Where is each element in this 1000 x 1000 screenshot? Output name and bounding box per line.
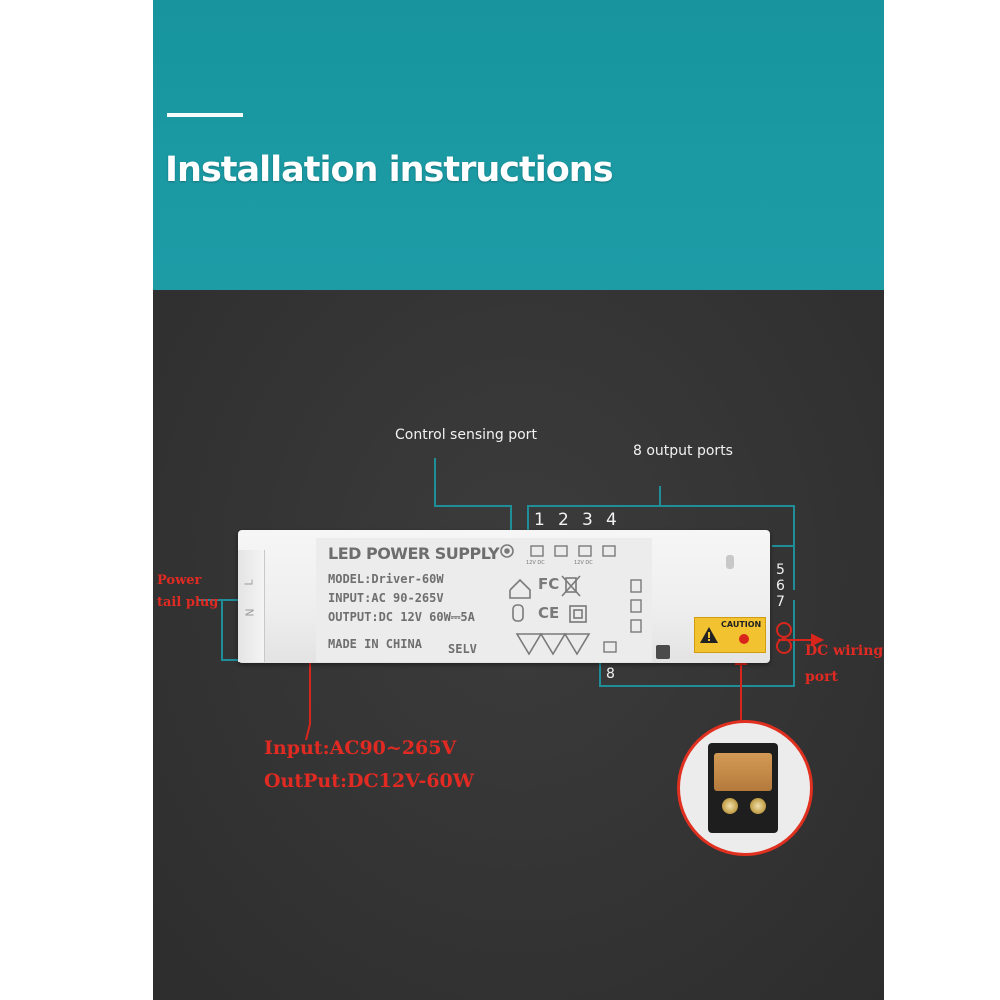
port-number-6: 6	[776, 578, 785, 594]
ce-mark: CE	[538, 604, 560, 622]
power-plug-label-line2: tail plug	[157, 595, 219, 610]
device-output: OUTPUT:DC 12V 60W⎓5A	[328, 610, 475, 624]
port-tag-1: 12V DC	[526, 560, 545, 566]
device-model: MODEL:Driver-60W	[328, 572, 444, 586]
control-sensing-port-label: Control sensing port	[395, 427, 537, 443]
plug-l-marking: L	[242, 579, 256, 586]
port-number-2: 2	[558, 510, 569, 530]
terminal-cover	[714, 753, 772, 791]
port-number-1: 1	[534, 510, 545, 530]
indicator-slot	[726, 555, 734, 569]
device-origin: MADE IN CHINA	[328, 637, 422, 651]
caution-text: CAUTION	[721, 620, 762, 629]
reset-button[interactable]	[656, 645, 670, 659]
fc-mark: FC	[538, 575, 560, 593]
dc-port-zoom	[677, 720, 813, 856]
warning-icon	[699, 626, 719, 644]
port-number-4: 4	[606, 510, 617, 530]
terminal-screw-icon	[739, 634, 749, 644]
port-number-3: 3	[582, 510, 593, 530]
port-number-7: 7	[776, 594, 785, 610]
page-title: Installation instructions	[165, 150, 613, 190]
dc-port-label-line1: DC wiring	[805, 643, 884, 659]
power-plug-label-line1: Power	[157, 573, 202, 588]
device-selv: SELV	[448, 642, 477, 656]
power-tail-plug	[238, 550, 265, 662]
caution-sticker	[694, 617, 766, 653]
terminal-screw-left	[722, 798, 738, 814]
port-tag-3: 12V DC	[574, 560, 593, 566]
output-ports-label: 8 output ports	[633, 443, 733, 459]
output-spec-label: OutPut:DC12V-60W	[264, 770, 475, 792]
input-spec-label: Input:AC90~265V	[264, 737, 457, 759]
device-title: LED POWER SUPPLY	[328, 544, 500, 563]
dc-terminal-plus	[776, 622, 792, 638]
port-number-8: 8	[606, 666, 615, 682]
dc-terminal-minus	[776, 638, 792, 654]
device-input: INPUT:AC 90-265V	[328, 591, 444, 605]
port-number-5: 5	[776, 562, 785, 578]
terminal-screw-right	[750, 798, 766, 814]
dc-port-label-line2: port	[805, 669, 838, 685]
plug-n-marking: N	[243, 608, 257, 617]
